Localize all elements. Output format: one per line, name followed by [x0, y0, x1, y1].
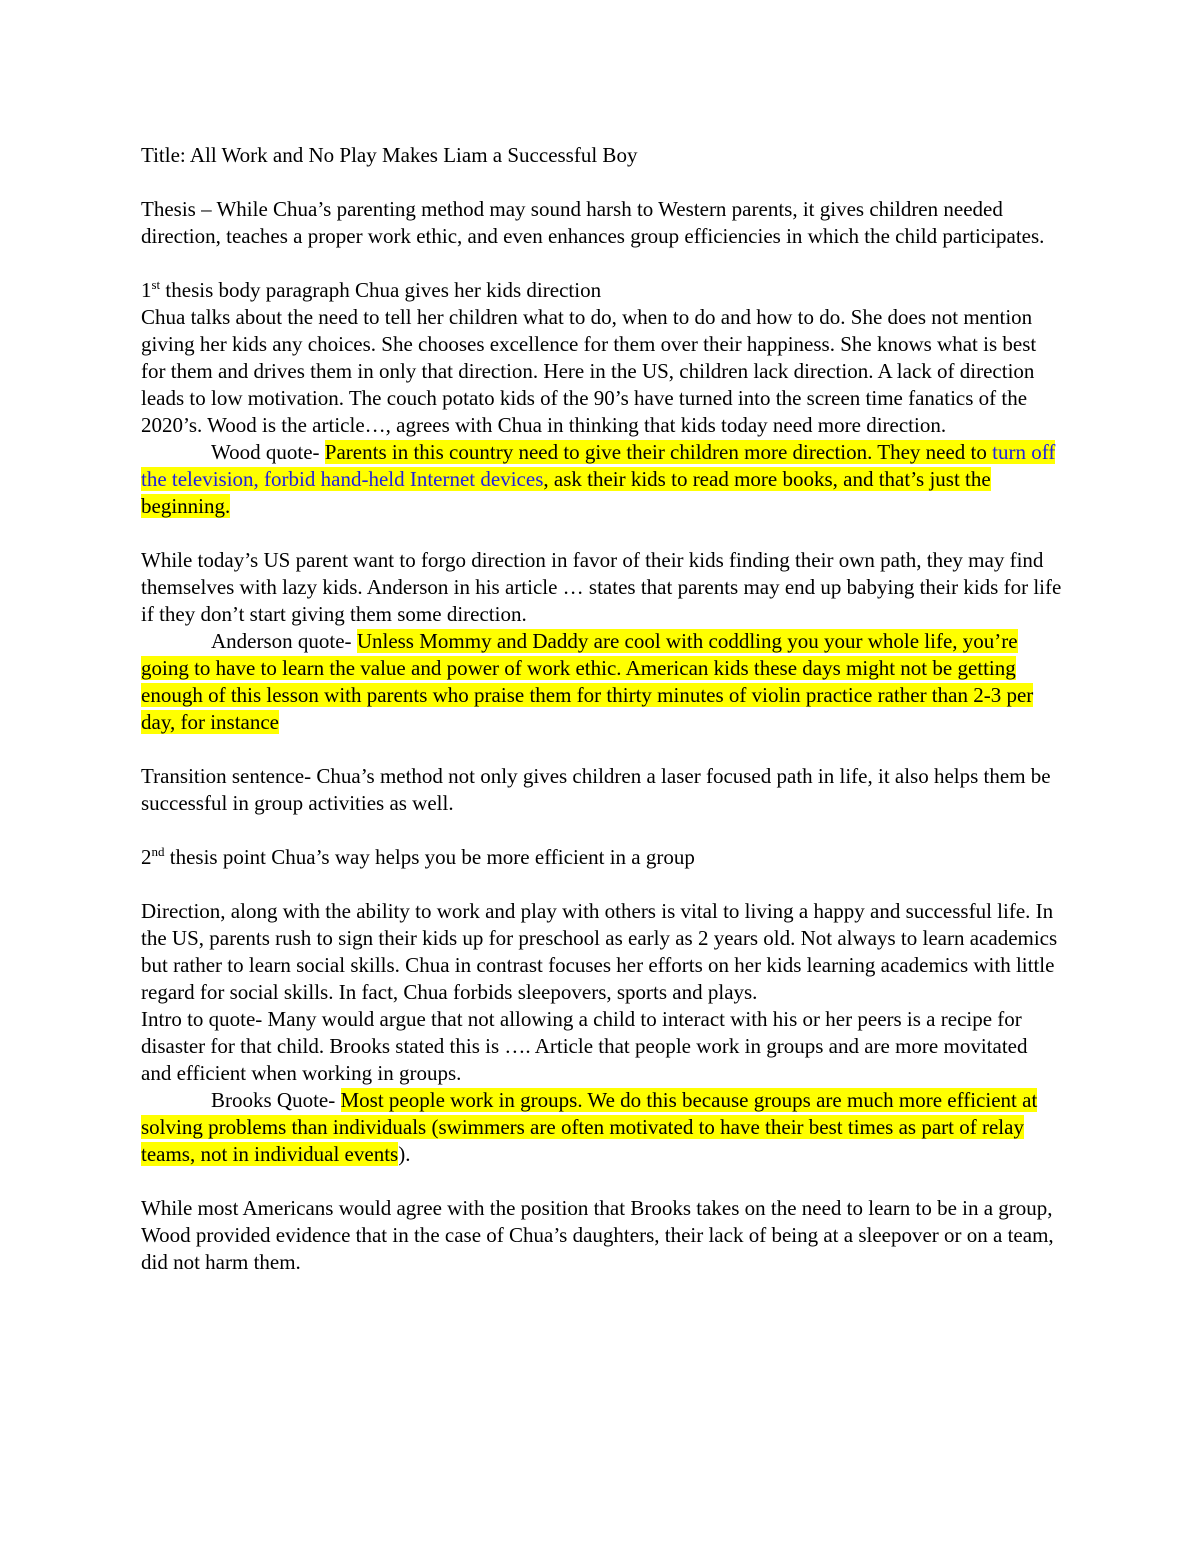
brooks-quote-label: Brooks Quote- [211, 1088, 341, 1112]
body-paragraph-4: While most Americans would agree with the position that Brooks takes on the need to learn to be in a group, Wood provided evidence that in the case of Chua’s daughters, their lack of being at a sleepover or on a team, did not harm them. [141, 1196, 1054, 1274]
blank-line [141, 169, 1063, 196]
wood-quote-blue-text: turn off the television, forbid hand-held Internet devices [141, 440, 1056, 491]
blank-line [141, 520, 1063, 547]
point-2-heading [141, 844, 1063, 871]
body-paragraph-1: Chua talks about the need to tell her children what to do, when to do and how to do. She does not mention giving her kids any choices. She chooses excellence for them over their happiness. She knows what is best for them and drives them in only that direction. Here in the US, children lack direction. A lack of direction leads to low motivation. The couch potato kids of the 90’s have turned into the screen time fanatics of the 2020’s. Wood is the article…, agrees with Chua in thinking that kids today need more direction. [141, 305, 1037, 437]
transition-sentence: Transition sentence- Chua’s method not only gives children a laser focused path in life, it also helps them be successful in group activities as well. [141, 764, 1051, 815]
thesis-paragraph: Thesis – While Chua’s parenting method may sound harsh to Western parents, it gives children needed direction, teaches a proper work ethic, and even enhances group efficiencies in which the child participates. [141, 197, 1045, 248]
document-title: Title: All Work and No Play Makes Liam a Successful Boy [141, 143, 638, 167]
intro-to-quote: Intro to quote- Many would argue that not allowing a child to interact with his or her peers is a recipe for disaster for that child. Brooks stated this is …. Article that people work in groups and are more movitated and efficient when working in groups. [141, 1007, 1028, 1085]
blank-line [141, 250, 1063, 277]
brooks-quote-tail: ). [398, 1142, 411, 1166]
point-1-number: 1 [141, 278, 152, 302]
point-1-ordinal: st [151, 277, 161, 292]
anderson-quote-paragraph [141, 628, 1063, 736]
wood-quote-text-end: , ask their kids to read more books, and that’s just the beginning. [141, 467, 991, 518]
wood-quote-text: Parents in this country need to give their children more direction. They need to [324, 440, 993, 464]
anderson-quote-label: Anderson quote- [211, 629, 357, 653]
document-body [141, 142, 1063, 1276]
point-2-ordinal: nd [151, 844, 165, 859]
point-2-number: 2 [141, 845, 152, 869]
anderson-quote-text: Unless Mommy and Daddy are cool with coddling you your whole life, you’re going to have to learn the value and power of work ethic. American kids these days might not be getting enough of this lesson with parents who praise them for thirty minutes of violin practice rather than 2-3 per day, for instance [141, 629, 1034, 734]
blank-line [141, 871, 1063, 898]
blank-line [141, 817, 1063, 844]
blank-line [141, 1168, 1063, 1195]
brooks-quote-paragraph [141, 1087, 1063, 1168]
wood-quote-paragraph [141, 439, 1063, 520]
body-paragraph-3: Direction, along with the ability to work and play with others is vital to living a happy and successful life. In the US, parents rush to sign their kids up for preschool as early as 2 years old. Not always to learn academics but rather to learn social skills. Chua in contrast focuses her efforts on her kids learning academics with little regard for social skills. In fact, Chua forbids sleepovers, sports and plays. [141, 899, 1058, 1004]
brooks-quote-text: Most people work in groups. We do this because groups are much more efficient at solving problems than individuals (swimmers are often motivated to have their best times as part of relay teams, not in individual events [141, 1088, 1038, 1166]
point-1-text: thesis body paragraph Chua gives her kids direction [160, 278, 602, 302]
blank-line [141, 736, 1063, 763]
body-paragraph-2: While today’s US parent want to forgo direction in favor of their kids finding their own path, they may find themselves with lazy kids. Anderson in his article … states that parents may end up babying their kids for life if they don’t start giving them some direction. [141, 548, 1062, 626]
wood-quote-label: Wood quote- [211, 440, 325, 464]
point-2-text: thesis point Chua’s way helps you be more efficient in a group [164, 845, 695, 869]
point-1-heading [141, 277, 1063, 304]
